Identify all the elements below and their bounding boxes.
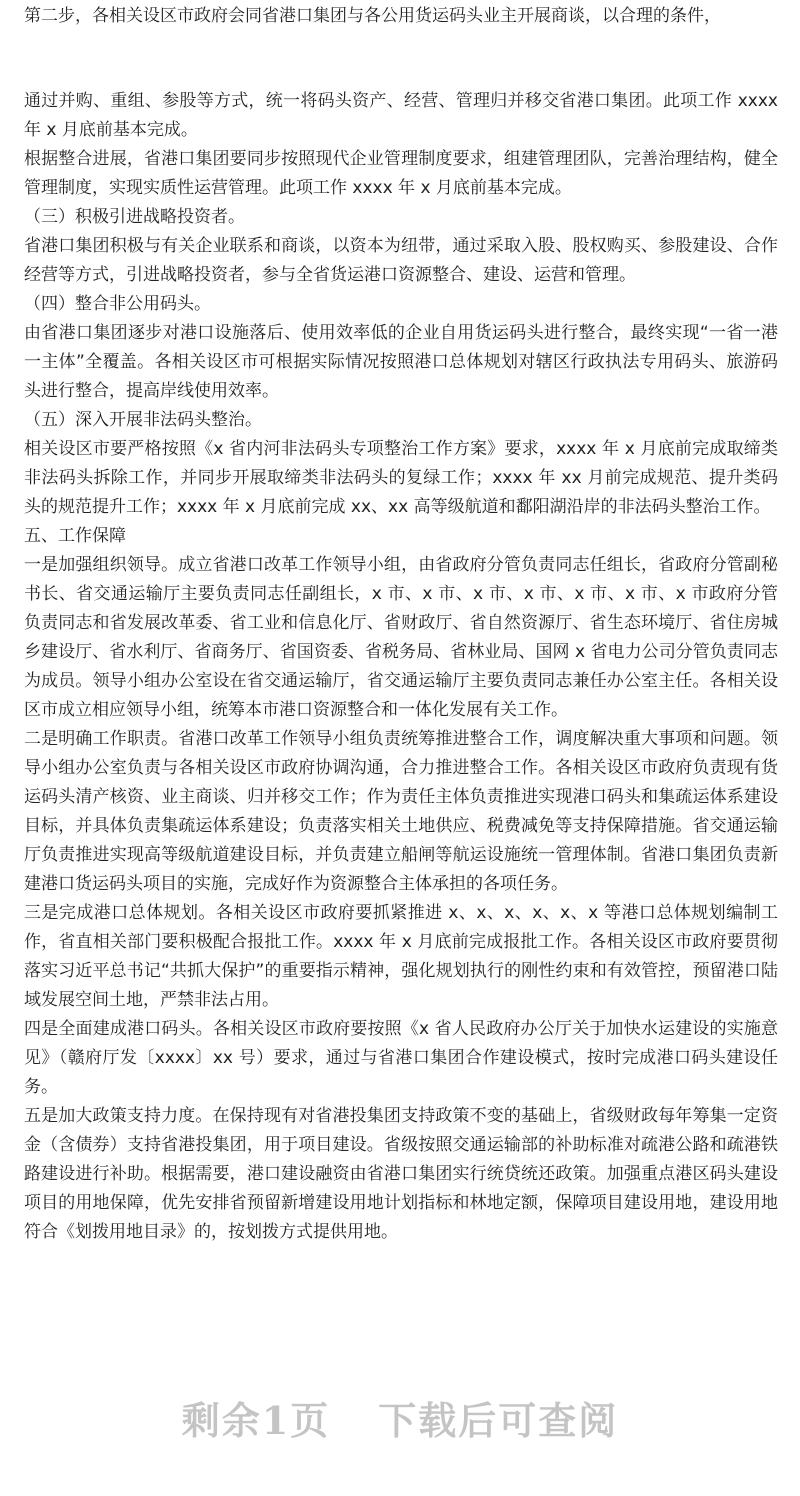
paragraph-step-two: 第二步，各相关设区市政府会同省港口集团与各公用货运码头业主开展商谈，以合理的条件，	[24, 6, 721, 26]
heading-strategic-investors: （三）积极引进战略投资者。	[24, 207, 245, 227]
paragraph-management: 根据整合进展，省港口集团要同步按照现代企业管理制度要求，组建管理团队，完善治理结构，健全管理制度，实现实质性运营管理。此项工作 xxxx 年 x 月底前基本完成。	[24, 149, 778, 198]
paragraph-build-docks: 四是全面建成港口码头。各相关设区市政府要按照《x 省人民政府办公厅关于加快水运建设的实施意见》（赣府厅发〔xxxx〕xx 号）要求，通过与省港口集团合作建设模式，按时完成港口码头建设任务。	[24, 1019, 778, 1097]
download-to-view-text: 下载后可查阅	[378, 1398, 619, 1443]
document-body	[24, 0, 778, 1247]
paragraph-illegal-docks: 相关设区市要严格按照《x 省内河非法码头专项整治工作方案》要求，xxxx 年 x 月底前完成取缔类非法码头拆除工作，并同步开展取缔类非法码头的复绿工作；xxxx 年 xx 月前完成规范、提升类码头的规范提升工作；xxxx 年 x 月底前完成 xx、xx 高等级航道和鄱阳湖沿岸的非法码头整治工作。	[24, 439, 778, 517]
download-prompt-banner[interactable]	[0, 1390, 800, 1445]
heading-illegal-docks: （五）深入开展非法码头整治。	[24, 410, 262, 430]
paragraph-non-public-docks: 由省港口集团逐步对港口设施落后、使用效率低的企业自用货运码头进行整合，最终实现“一省一港一主体”全覆盖。各相关设区市可根据实际情况按照港口总体规划对辖区行政执法专用码头、旅游码头进行整合，提高岸线使用效率。	[24, 323, 778, 401]
heading-work-guarantee: 五、工作保障	[24, 526, 126, 546]
paragraph-master-plan: 三是完成港口总体规划。各相关设区市政府要抓紧推进 x、x、x、x、x、x 等港口总体规划编制工作，省直相关部门要积极配合报批工作。xxxx 年 x 月底前完成报批工作。各相关设区市政府要贯彻落实习近平总书记“共抓大保护”的重要指示精神，强化规划执行的刚性约束和有效管控，预留港口陆域发展空间土地，严禁非法占用。	[24, 903, 778, 1010]
paragraph-gap	[24, 31, 778, 87]
heading-non-public-docks: （四）整合非公用码头。	[24, 294, 211, 314]
paragraph-strategic-investors: 省港口集团积极与有关企业联系和商谈，以资本为纽带，通过采取入股、股权购买、参股建设、合作经营等方式，引进战略投资者，参与全省货运港口资源整合、建设、运营和管理。	[24, 236, 778, 285]
paragraph-merger: 通过并购、重组、参股等方式，统一将码头资产、经营、管理归并移交省港口集团。此项工作 xxxx 年 x 月底前基本完成。	[24, 91, 778, 140]
remaining-pages-text: 剩余1页	[181, 1398, 331, 1443]
paragraph-leadership: 一是加强组织领导。成立省港口改革工作领导小组，由省政府分管负责同志任组长，省政府分管副秘书长、省交通运输厅主要负责同志任副组长，x 市、x 市、x 市、x 市、x 市、x 市、x 市政府分管负责同志和省发展改革委、省工业和信息化厅、省财政厅、省自然资源厅、省生态环境厅、省住房城乡建设厅、省水利厅、省商务厅、省国资委、省税务局、省林业局、国网 x 省电力公司分管负责同志为成员。领导小组办公室设在省交通运输厅，省交通运输厅主要负责同志兼任办公室主任。各相关设区市成立相应领导小组，统筹本市港口资源整合和一体化发展有关工作。	[24, 555, 778, 720]
paragraph-policy-support: 五是加大政策支持力度。在保持现有对省港投集团支持政策不变的基础上，省级财政每年筹集一定资金（含债券）支持省港投集团，用于项目建设。省级按照交通运输部的补助标准对疏港公路和疏港铁路建设进行补助。根据需要，港口建设融资由省港口集团实行统贷统还政策。加强重点港区码头建设项目的用地保障，优先安排省预留新增建设用地计划指标和林地定额，保障项目建设用地，建设用地符合《划拨用地目录》的，按划拨方式提供用地。	[24, 1106, 778, 1242]
paragraph-responsibilities: 二是明确工作职责。省港口改革工作领导小组负责统筹推进整合工作，调度解决重大事项和问题。领导小组办公室负责与各相关设区市政府协调沟通，合力推进整合工作。各相关设区市政府负责现有货运码头清产核资、业主商谈、归并移交工作；作为责任主体负责推进实现港口码头和集疏运体系建设目标，并具体负责集疏运体系建设；负责落实相关土地供应、税费减免等支持保障措施。省交通运输厅负责推进实现高等级航道建设目标，并负责建立船闸等航运设施统一管理体制。省港口集团负责新建港口货运码头项目的实施，完成好作为资源整合主体承担的各项任务。	[24, 729, 778, 894]
